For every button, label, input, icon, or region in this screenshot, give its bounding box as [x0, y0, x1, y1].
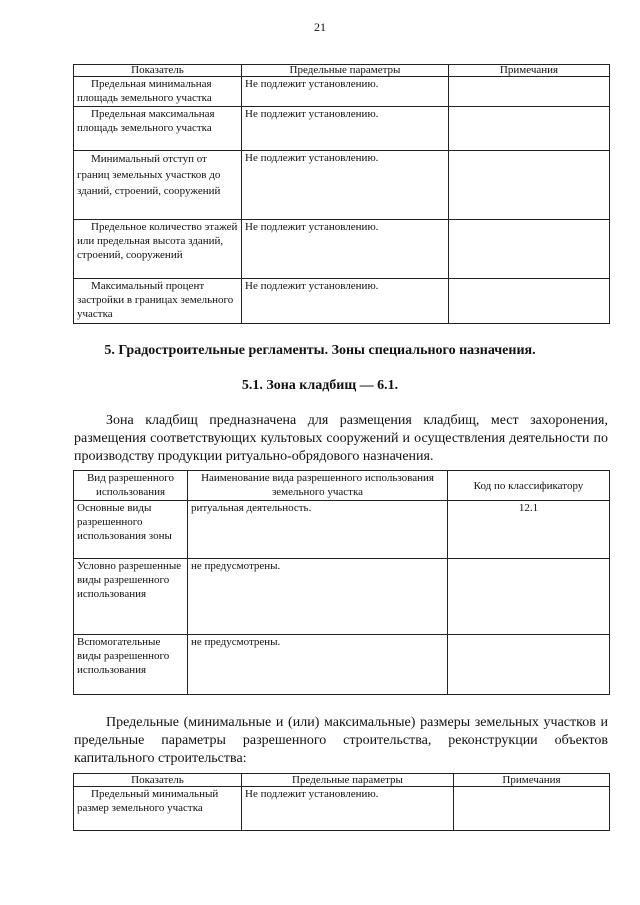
- table-row: [74, 559, 610, 635]
- header-notes: Примечания: [454, 774, 610, 787]
- use-kind-cell: Вспомогательные виды разрешенного использования: [74, 635, 188, 695]
- table-row: [74, 635, 610, 695]
- limits-paragraph: Предельные (минимальные и (или) максимальные) размеры земельных участков и предельные параметры разрешенного строительства, реконструкции объектов капитального строительства:: [74, 715, 608, 766]
- indicator-cell: Предельное количество этажей или предельная высота зданий, строений, сооружений: [74, 220, 242, 279]
- classifier-code-cell: [448, 559, 610, 635]
- limits-table-2: [73, 773, 610, 831]
- param-cell: Не подлежит установлению.: [242, 107, 449, 151]
- header-indicator: Показатель: [74, 65, 242, 77]
- limits-table-1: [73, 64, 610, 324]
- param-cell: Не подлежит установлению.: [242, 220, 449, 279]
- note-cell: [449, 151, 610, 220]
- param-cell: Не подлежит установлению.: [242, 151, 449, 220]
- use-kind-cell: Условно разрешенные виды разрешенного использования: [74, 559, 188, 635]
- header-indicator: Показатель: [74, 774, 242, 787]
- table-row: [74, 220, 610, 279]
- note-cell: [449, 279, 610, 324]
- indicator-cell: Предельный минимальный размер земельного участка: [74, 787, 242, 831]
- subsection-heading: 5.1. Зона кладбищ — 6.1.: [241, 378, 399, 393]
- indicator-cell: Предельная минимальная площадь земельного участка: [74, 77, 242, 107]
- header-classifier-code: Код по классификатору: [448, 471, 610, 501]
- note-cell: [449, 77, 610, 107]
- table-header-row: [74, 774, 610, 787]
- section-heading: 5. Градостроительные регламенты. Зоны специального назначения.: [104, 343, 536, 358]
- header-params: Предельные параметры: [242, 65, 449, 77]
- use-name-cell: не предусмотрены.: [188, 559, 448, 635]
- classifier-code-cell: [448, 635, 610, 695]
- permitted-use-table: [73, 470, 610, 695]
- table-row: [74, 501, 610, 559]
- note-cell: [449, 220, 610, 279]
- note-cell: [449, 107, 610, 151]
- param-cell: Не подлежит установлению.: [242, 77, 449, 107]
- table-row: [74, 279, 610, 324]
- zone-description-paragraph: Зона кладбищ предназначена для размещения кладбищ, мест захоронения, размещения соответствующих культовых сооружений и осуществления деятельности по производству продукции ритуально-обрядового назначения.: [74, 413, 608, 464]
- indicator-cell: Максимальный процент застройки в границах земельного участка: [74, 279, 242, 324]
- table-row: [74, 787, 610, 831]
- table-header-row: [74, 471, 610, 501]
- table-row: [74, 107, 610, 151]
- use-name-cell: не предусмотрены.: [188, 635, 448, 695]
- note-cell: [454, 787, 610, 831]
- use-name-cell: ритуальная деятельность.: [188, 501, 448, 559]
- header-notes: Примечания: [449, 65, 610, 77]
- indicator-cell: Предельная максимальная площадь земельного участка: [74, 107, 242, 151]
- page-number: 21: [314, 20, 326, 34]
- header-params: Предельные параметры: [242, 774, 454, 787]
- indicator-cell: Минимальный отступ от границ земельных участков до зданий, строений, сооружений: [74, 151, 242, 220]
- header-use-kind: Вид разрешенного использования: [74, 471, 188, 501]
- classifier-code-cell: 12.1: [448, 501, 610, 559]
- param-cell: Не подлежит установлению.: [242, 279, 449, 324]
- header-use-name: Наименование вида разрешенного использования земельного участка: [188, 471, 448, 501]
- table-header-row: [74, 65, 610, 77]
- table-row: [74, 77, 610, 107]
- use-kind-cell: Основные виды разрешенного использования зоны: [74, 501, 188, 559]
- table-row: [74, 151, 610, 220]
- param-cell: Не подлежит установлению.: [242, 787, 454, 831]
